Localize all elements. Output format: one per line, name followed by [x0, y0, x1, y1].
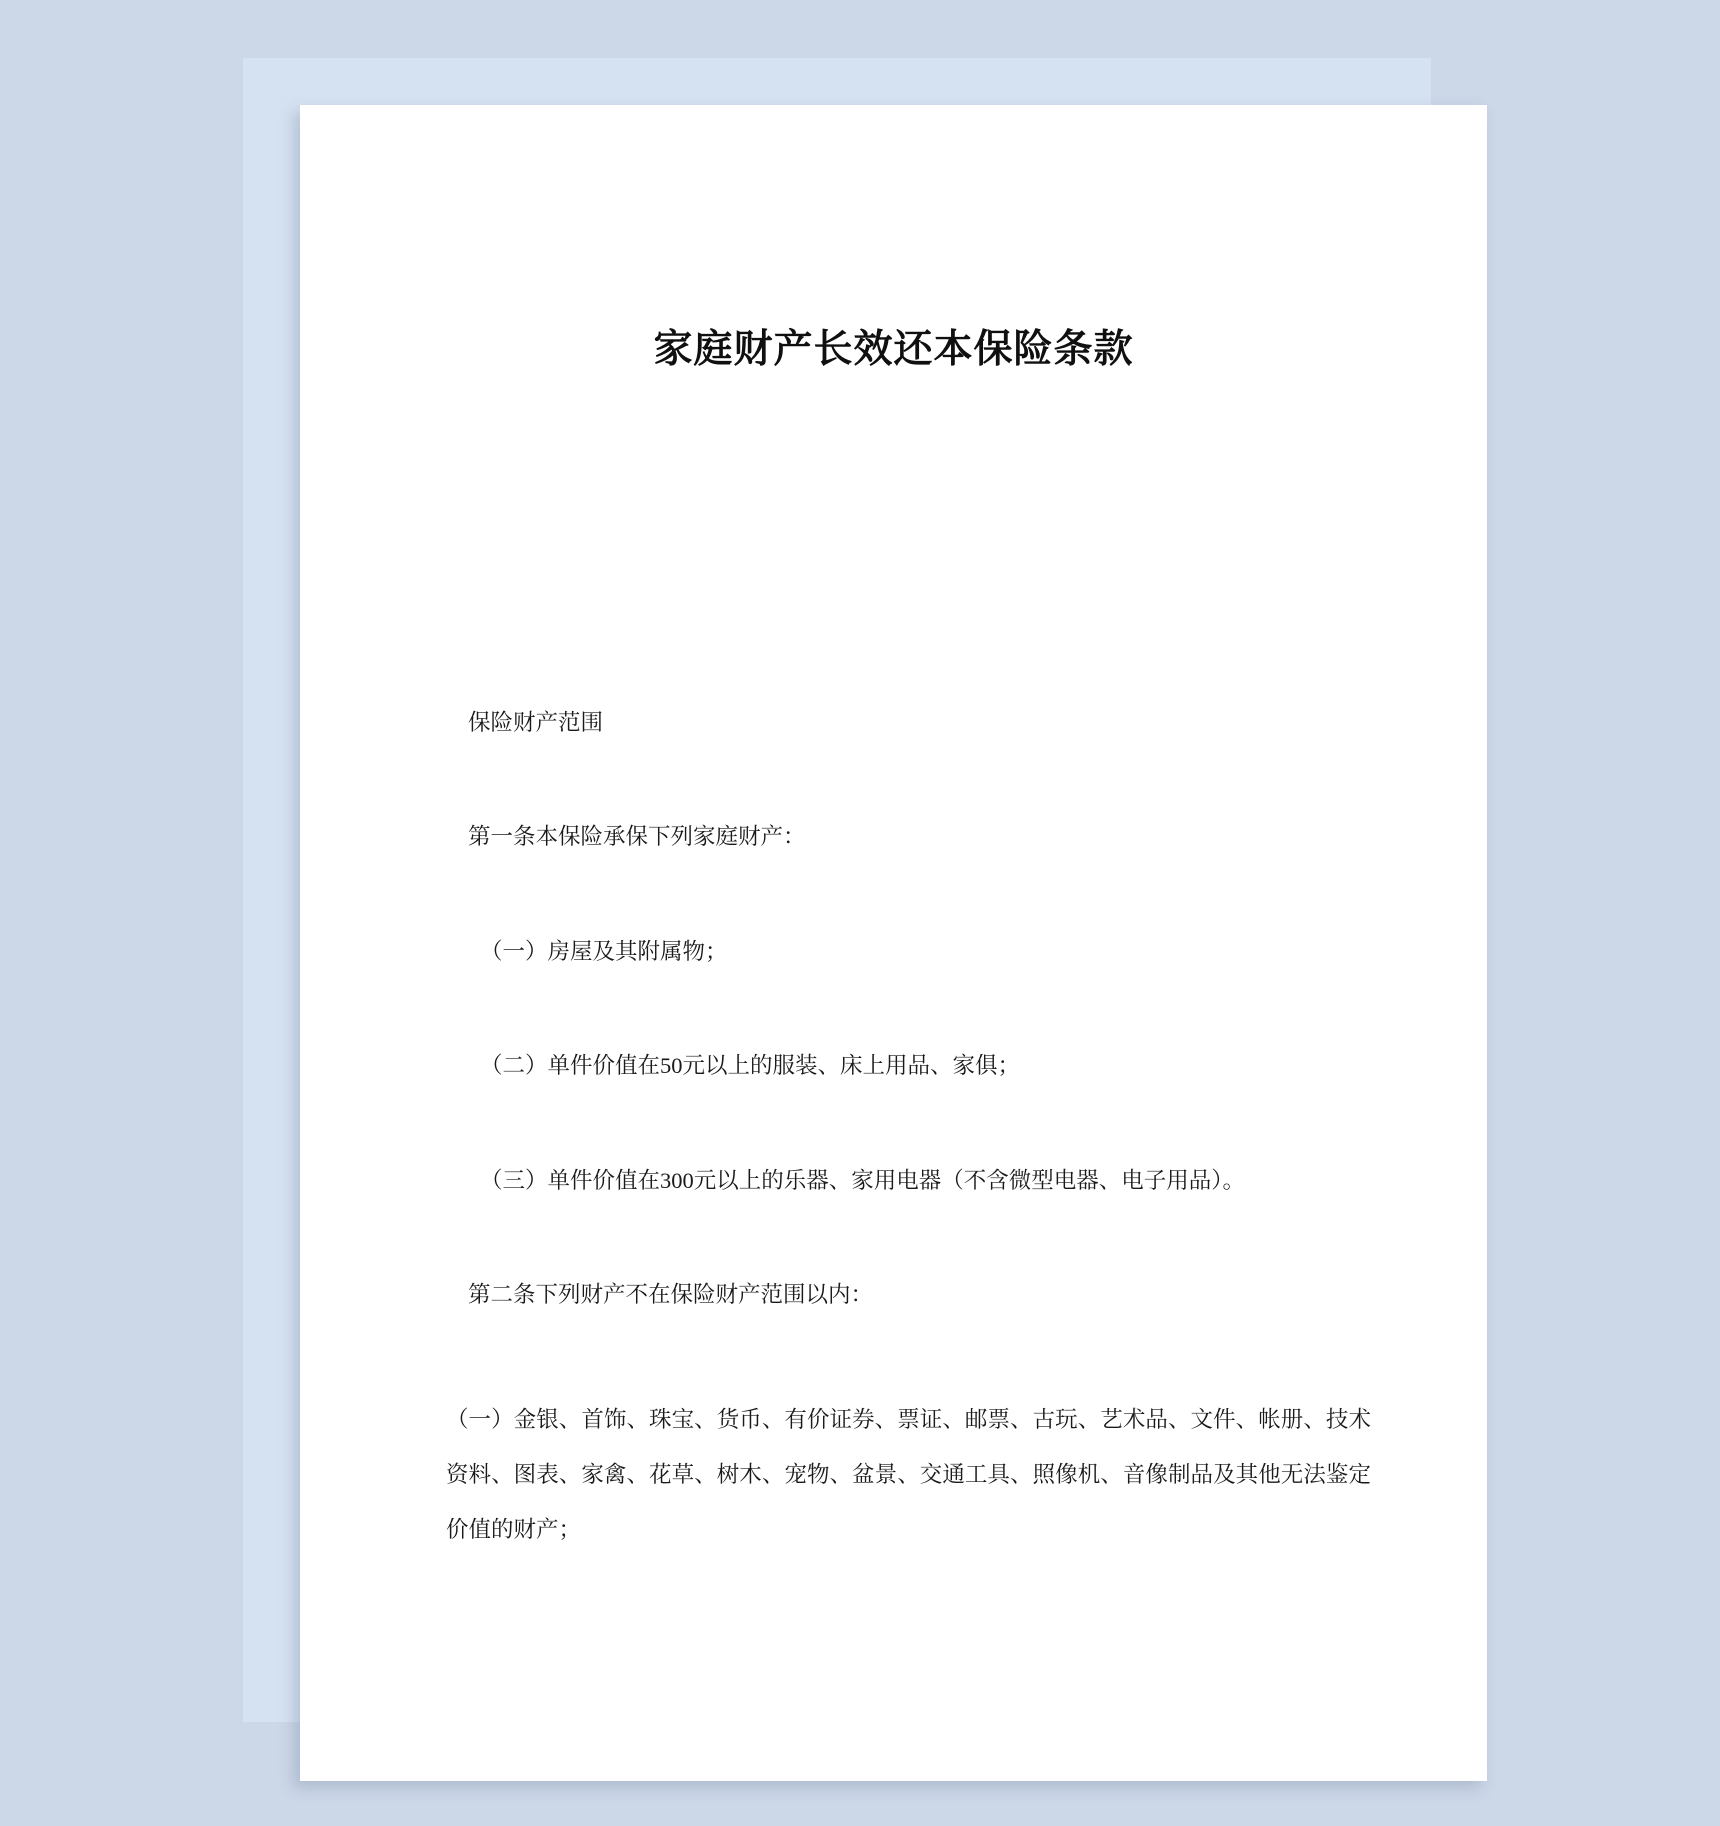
document-body	[300, 705, 1487, 1557]
paragraph-item-two: （二）单件价值在50元以上的服装、床上用品、家俱；	[480, 1053, 1021, 1079]
paragraph-item-three: （三）单件价值在300元以上的乐器、家用电器（不含微型电器、电子用品）。	[480, 1167, 1246, 1193]
paragraph-exclusion-item-one: （一）金银、首饰、珠宝、货币、有价证券、票证、邮票、古玩、艺术品、文件、帐册、技术资料、图表、家禽、花草、树木、宠物、盆景、交通工具、照像机、音像制品及其他无法鉴定价值的财产；	[446, 1406, 1371, 1542]
paragraph-article-two: 第二条下列财产不在保险财产范围以内：	[468, 1282, 874, 1308]
page-title: 家庭财产长效还本保险条款	[653, 328, 1134, 372]
document-page	[300, 105, 1487, 1781]
section-heading: 保险财产范围	[468, 710, 604, 735]
paragraph-item-one: （一）房屋及其附属物；	[480, 938, 728, 964]
paragraph-article-one: 第一条本保险承保下列家庭财产：	[468, 824, 806, 850]
